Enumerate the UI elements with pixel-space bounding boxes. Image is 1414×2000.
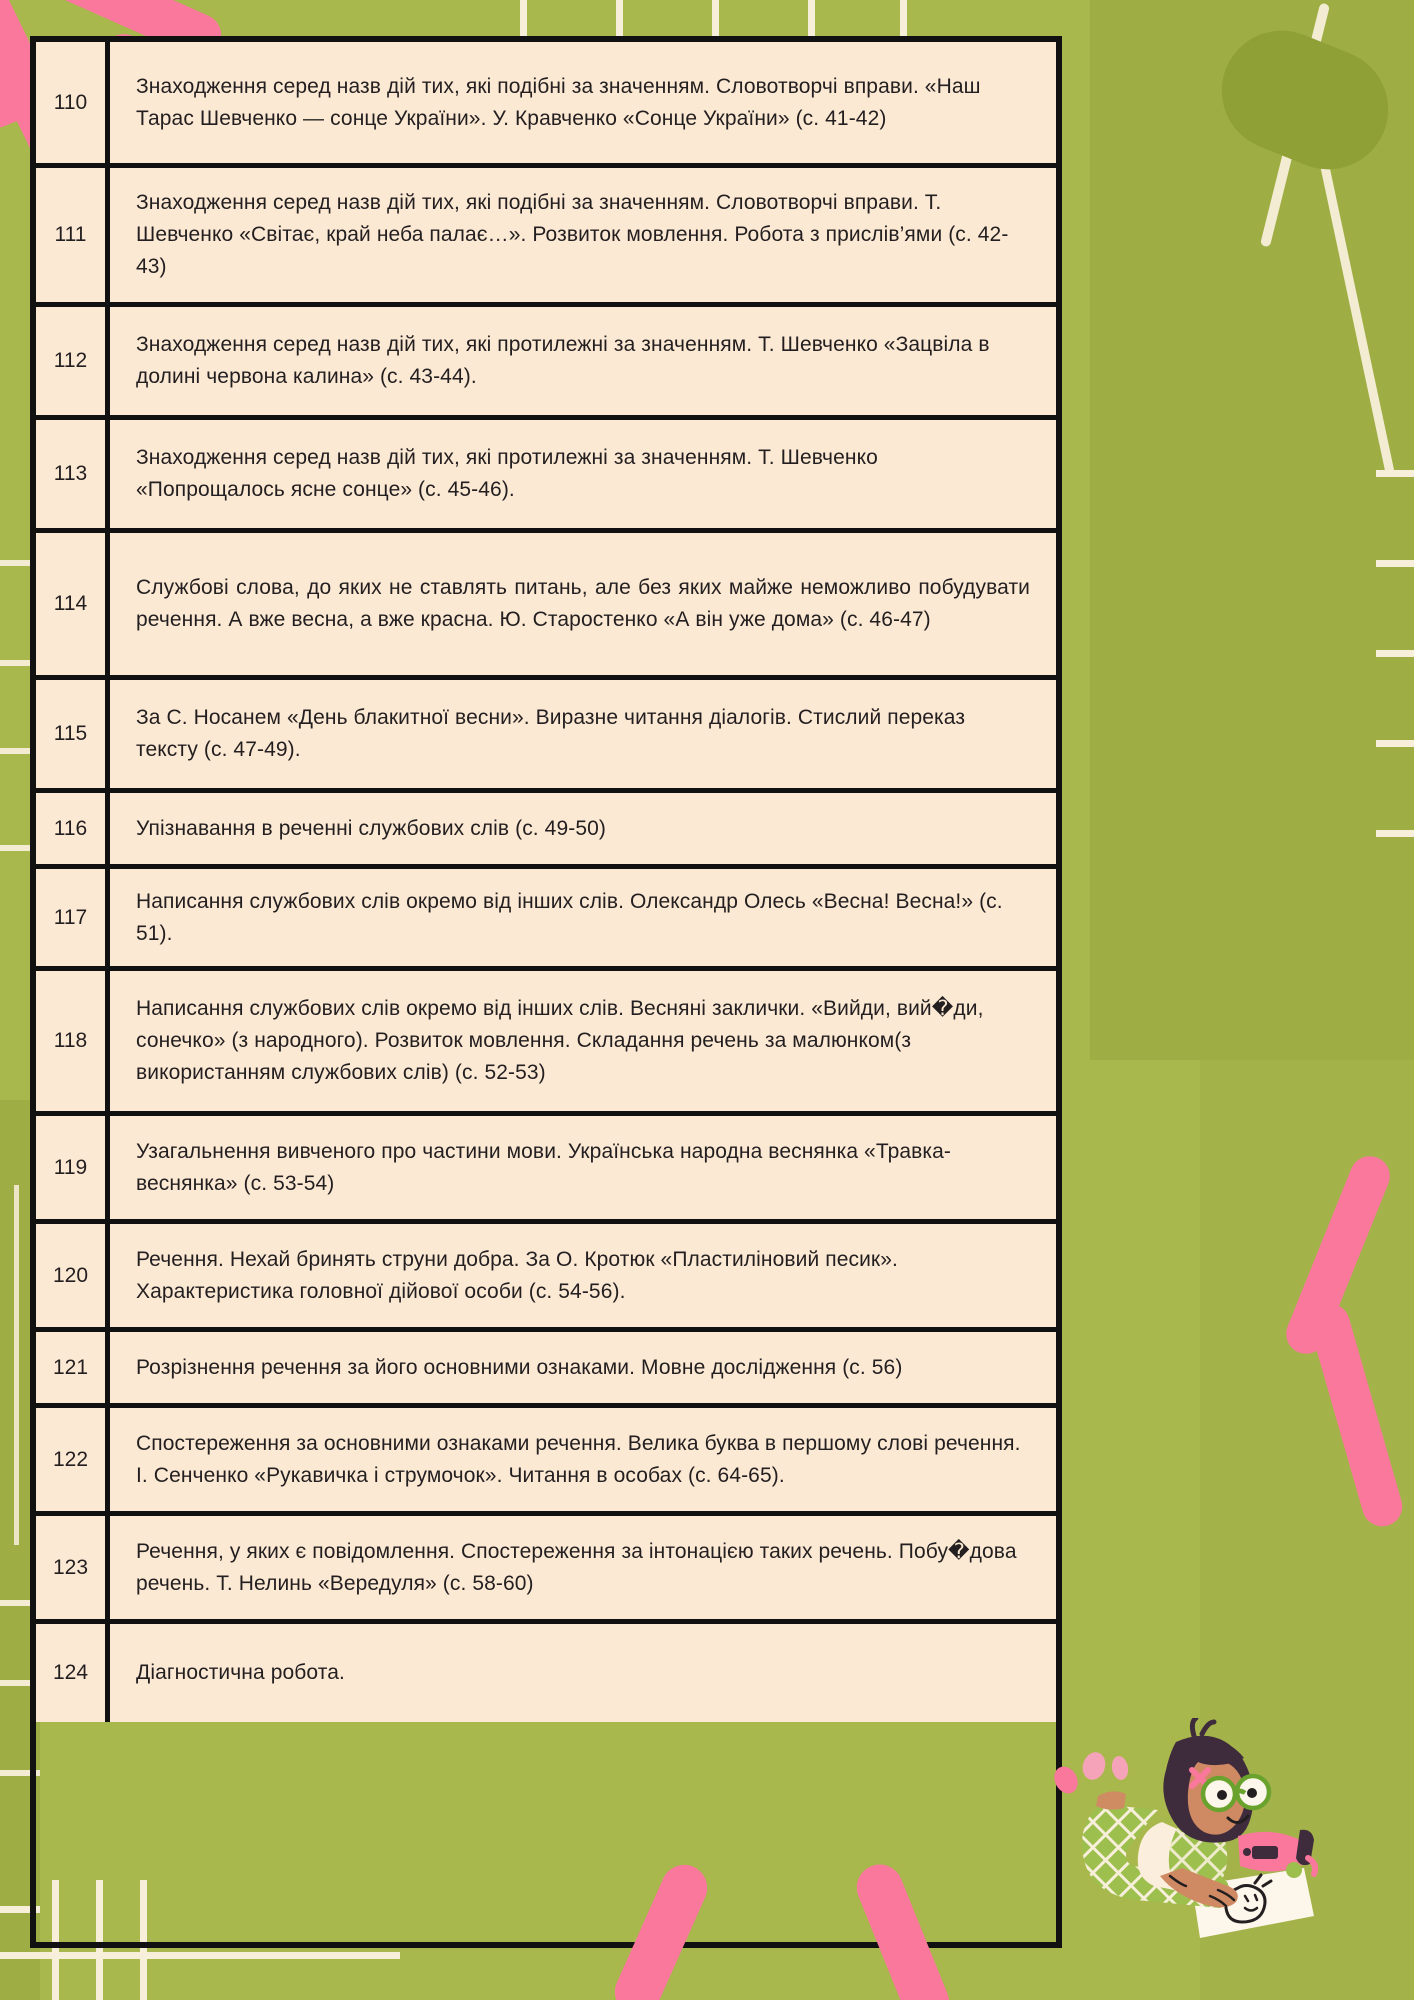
row-text: Спостереження за основними ознаками речення. Велика буква в першому слові речення. І. Сенченко «Рукавичка і струмочок». Читання в особах (с. 64-65).	[110, 1408, 1056, 1511]
row-number: 113	[36, 420, 110, 528]
row-text: Знаходження серед назв дій тих, які протилежні за значенням. Т. Шевченко «Попрощалось ясне сонце» (с. 45-46).	[110, 420, 1056, 528]
row-text: Написання службових слів окремо від інших слів. Весняні заклички. «Вийди, вий�ди, сонечко» (з народного). Розвиток мовлення. Складання речень за малюнком(з використанням службових слів) (с. 52-53)	[110, 971, 1056, 1111]
table-row	[36, 1224, 1056, 1332]
row-text: Упізнавання в реченні службових слів (с. 49-50)	[110, 793, 1056, 864]
grid-line-horizontal	[0, 660, 34, 666]
table-row	[36, 1408, 1056, 1516]
grid-line-horizontal	[1376, 830, 1414, 837]
row-number: 122	[36, 1408, 110, 1511]
table-row	[36, 1516, 1056, 1624]
table-row	[36, 971, 1056, 1116]
grid-line-horizontal	[0, 1952, 400, 1959]
row-text: Знаходження серед назв дій тих, які подібні за значенням. Словотворчі вправи. Т. Шевченко «Світає, край неба палає…». Розвиток мовлення. Робота з прислів’ями (с. 42-43)	[110, 168, 1056, 302]
row-number: 112	[36, 307, 110, 415]
row-text: Знаходження серед назв дій тих, які подібні за значенням. Словотворчі вправи. «Наш Тарас Шевченко — сонце України». У. Кравченко «Сонце України» (с. 41-42)	[110, 42, 1056, 163]
row-text: Знаходження серед назв дій тих, які протилежні за значенням. Т. Шевченко «Зацвіла в долині червона калина» (с. 43-44).	[110, 307, 1056, 415]
row-number: 116	[36, 793, 110, 864]
table-row	[36, 420, 1056, 533]
row-number: 110	[36, 42, 110, 163]
table-row	[36, 533, 1056, 680]
grid-line-vertical	[14, 1185, 19, 1545]
grid-line-horizontal	[1376, 740, 1414, 747]
table-row	[36, 680, 1056, 793]
row-text: Речення, у яких є повідомлення. Спостереження за інтонацією таких речень. Побу�дова речень. Т. Нелинь «Вередуля» (с. 58-60)	[110, 1516, 1056, 1619]
row-number: 111	[36, 168, 110, 302]
table-row	[36, 1116, 1056, 1224]
row-text: Службові слова, до яких не ставлять питань, але без яких майже неможливо побудувати речення. А вже весна, а вже красна. Ю. Старостенко «А він уже дома» (с. 46-47)	[110, 533, 1056, 675]
row-text: За С. Носанем «День блакитної весни». Виразне читання діалогів. Стислий переказ тексту (с. 47-49).	[110, 680, 1056, 788]
table-row	[36, 168, 1056, 307]
row-number: 120	[36, 1224, 110, 1327]
olive-block	[1200, 1060, 1414, 2000]
table-row	[36, 869, 1056, 971]
table-row	[36, 42, 1056, 168]
table-row	[36, 793, 1056, 869]
row-number: 123	[36, 1516, 110, 1619]
row-number: 115	[36, 680, 110, 788]
lesson-plan-table	[30, 36, 1062, 1948]
row-number: 118	[36, 971, 110, 1111]
table-row	[36, 1332, 1056, 1408]
row-number: 124	[36, 1624, 110, 1722]
table-row	[36, 1624, 1056, 1722]
row-number: 114	[36, 533, 110, 675]
table-row	[36, 307, 1056, 420]
row-text: Розрізнення речення за його основними ознаками. Мовне дослідження (с. 56)	[110, 1332, 1056, 1403]
row-text: Узагальнення вивченого про частини мови. Українська народна веснянка «Травка-веснянка» (с. 53-54)	[110, 1116, 1056, 1219]
grid-line-horizontal	[1376, 470, 1414, 477]
row-text: Діагностична робота.	[136, 1661, 345, 1685]
grid-line-horizontal	[1376, 560, 1414, 567]
row-number: 119	[36, 1116, 110, 1219]
olive-block	[1090, 0, 1414, 1060]
row-number: 117	[36, 869, 110, 966]
grid-line-horizontal	[1376, 650, 1414, 657]
row-text: Написання службових слів окремо від інших слів. Олександр Олесь «Весна! Весна!» (с. 51).	[110, 869, 1056, 966]
grid-line-horizontal	[0, 845, 34, 851]
row-text: Речення. Нехай бринять струни добра. За О. Кротюк «Пластиліновий песик». Характеристика головної дійової особи (с. 54-56).	[110, 1224, 1056, 1327]
row-number: 121	[36, 1332, 110, 1403]
